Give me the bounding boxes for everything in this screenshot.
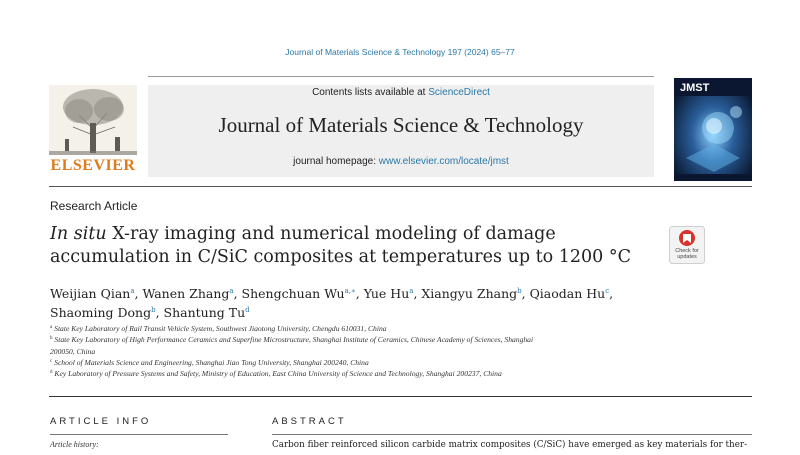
- author[interactable]: [142, 286, 241, 301]
- cover-label: JMST: [680, 82, 710, 94]
- affiliation-text: School of Materials Science and Engineering, Shanghai Jiao Tong University, Shanghai 200240, China: [54, 357, 369, 367]
- author-separator: ,: [521, 286, 530, 301]
- affiliation-text: State Key Laboratory of High Performance Ceramics and Superfine Microstructure, Shanghai Institute of Ceramics, Chinese Academy of Sciences, Shanghai: [54, 335, 534, 345]
- author-name[interactable]: Shaoming Dong: [50, 305, 152, 320]
- author[interactable]: [164, 305, 250, 320]
- author-separator: ,: [355, 286, 364, 301]
- author[interactable]: [530, 286, 614, 301]
- author-name[interactable]: Yue Hu: [363, 286, 410, 301]
- author-affiliation-mark[interactable]: b: [151, 306, 156, 314]
- homepage-link[interactable]: www.elsevier.com/locate/jmst: [378, 156, 509, 167]
- article-info-heading: ARTICLE INFO: [50, 416, 152, 427]
- title-italic: In situ: [50, 224, 107, 244]
- affiliation-text: State Key Laboratory of Rail Transit Vehicle System, Southwest Jiaotong University, Chengdu 610031, China: [54, 324, 387, 333]
- author[interactable]: [421, 286, 529, 301]
- author[interactable]: [50, 305, 164, 320]
- author-separator: ,: [134, 286, 143, 301]
- paper-title: [50, 223, 650, 269]
- journal-cover-thumbnail[interactable]: [674, 78, 752, 181]
- header-top-rule: [148, 76, 654, 77]
- title-line1: X-ray imaging and numerical modeling of damage: [106, 224, 556, 244]
- elsevier-wordmark[interactable]: ELSEVIER: [50, 157, 136, 174]
- author-name[interactable]: Xiangyu Zhang: [421, 286, 518, 301]
- abstract-text: Carbon fiber reinforced silicon carbide matrix composites (C/SiC) have emerged as key materials for ther-: [272, 440, 748, 450]
- article-type: Research Article: [50, 199, 138, 213]
- author-name[interactable]: Qiaodan Hu: [529, 286, 606, 301]
- affiliation-key: c: [50, 358, 53, 364]
- author-separator: ,: [233, 286, 242, 301]
- author-list: [50, 283, 690, 321]
- abstract-heading: ABSTRACT: [272, 416, 347, 427]
- affiliation-item: [50, 357, 670, 368]
- author[interactable]: [242, 286, 364, 301]
- author-affiliation-mark[interactable]: a: [409, 287, 414, 295]
- author-affiliation-mark[interactable]: a,∗: [344, 287, 356, 295]
- affiliation-item: [50, 323, 670, 334]
- contents-line: [148, 87, 654, 98]
- affiliation-item: [50, 334, 670, 345]
- author-name[interactable]: Shengchuan Wu: [241, 286, 345, 301]
- affiliation-text: 200050, China: [50, 346, 96, 356]
- affiliation-key: d: [50, 370, 53, 376]
- affiliation-key: b: [50, 336, 53, 342]
- author-name[interactable]: Weijian Qian: [50, 286, 131, 301]
- abstract-rule: [272, 434, 752, 435]
- author-name[interactable]: Wanen Zhang: [142, 286, 230, 301]
- author-affiliation-mark[interactable]: c: [605, 287, 610, 295]
- author[interactable]: [50, 286, 142, 301]
- article-history-label: Article history:: [50, 440, 99, 449]
- author-separator: ,: [413, 286, 422, 301]
- check-line2: updates: [677, 254, 697, 260]
- section-divider: [49, 396, 752, 397]
- author-separator: ,: [609, 286, 614, 301]
- author-affiliation-mark[interactable]: d: [245, 306, 250, 314]
- author-separator: ,: [155, 305, 164, 320]
- affiliation-list: [50, 323, 670, 379]
- author-affiliation-mark[interactable]: a: [130, 287, 135, 295]
- homepage-prefix: journal homepage:: [293, 156, 379, 167]
- homepage-line: [148, 156, 654, 167]
- author-affiliation-mark[interactable]: a: [229, 287, 234, 295]
- title-line2: accumulation in C/SiC composites at temperatures up to 1200 °C: [50, 247, 631, 267]
- affiliation-item: [50, 346, 670, 357]
- author[interactable]: [364, 286, 422, 301]
- affiliation-text: Key Laboratory of Pressure Systems and Safety, Ministry of Education, East China University of Science and Technology, Shanghai 200237, China: [54, 369, 502, 379]
- elsevier-tree-logo[interactable]: [49, 85, 137, 155]
- sciencedirect-link[interactable]: ScienceDirect: [428, 87, 490, 98]
- check-updates-label[interactable]: [662, 248, 712, 260]
- affiliation-key: a: [50, 325, 53, 330]
- check-line1: Check for: [675, 248, 699, 254]
- article-info-rule: [50, 434, 228, 435]
- author-name[interactable]: Shantung Tu: [163, 305, 246, 320]
- journal-citation[interactable]: Journal of Materials Science & Technology 197 (2024) 65–77: [285, 47, 515, 57]
- affiliation-item: [50, 368, 670, 379]
- header-bottom-rule: [49, 186, 752, 187]
- journal-title: Journal of Materials Science & Technology: [218, 113, 584, 137]
- contents-prefix: Contents lists available at: [312, 87, 429, 98]
- author-affiliation-mark[interactable]: b: [517, 287, 522, 295]
